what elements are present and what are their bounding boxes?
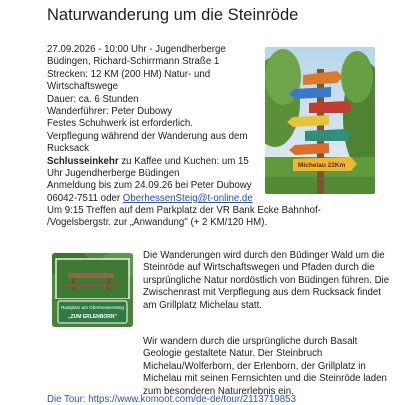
- footwear-note: Festes Schuhwerk ist erforderlich.: [47, 118, 193, 130]
- sign-text: Michelau 22Km: [298, 162, 346, 169]
- description-paragraph-2: Wir wandern durch die ursprüngliche durch Basalt Geologie gestaltete Natur. Der Steinbruch Michelau/Wolferborn, der Erlenborn, der Grillplatz in Michelau mit seinen Fernsichten und die Steinröde laden zum besonderen Naturerlebnis ein.: [143, 336, 387, 397]
- final-stop-label: Schlusseinkehr: [47, 155, 119, 167]
- event-info: [47, 44, 267, 205]
- contact-line: [47, 193, 267, 205]
- tour-link[interactable]: Die Tour: https://www.komoot.com/de-de/tour/2113719853: [47, 394, 296, 405]
- meeting-point: [47, 205, 397, 230]
- phone-number: 06042-7511 oder: [47, 192, 123, 204]
- page-title: Naturwanderung um die Steinröde: [47, 6, 299, 24]
- date-location: 27.09.2026 - 10:00 Uhr - Jugendherberge Büdingen, Richard-Schirrmann Straße 1: [47, 44, 226, 68]
- registration: Anmeldung bis zum 24.09.26 bei Peter Dubowy: [47, 180, 252, 192]
- meeting-line-1: Um 9:15 Treffen auf dem Parkplatz der VR Bank Ecke Bahnhof-: [47, 205, 321, 216]
- final-stop-text: zu Kaffee und Kuchen: um 15 Uhr Jugendherberge Büdingen: [47, 155, 249, 180]
- rest-area-photo: [52, 253, 133, 327]
- meeting-line-2: /Vogelsbergstr. zur „Anwandung" (+ 2 KM/120 HM).: [47, 217, 268, 229]
- signpost-photo: [265, 47, 375, 194]
- rest-caption-1: Rastplatz am Oberhessensteig: [61, 305, 124, 310]
- final-stop: [47, 156, 267, 181]
- guide: Wanderführer: Peter Dubowy: [47, 106, 173, 118]
- rest-caption-2: „ZUM ERLENBORN": [68, 314, 117, 320]
- food-note: Verpflegung während der Wanderung aus dem Rucksack: [47, 130, 248, 155]
- route-length: Strecken: 12 KM (200 HM) Natur- und Wirtschaftswege: [47, 68, 211, 93]
- duration: Dauer: ca. 6 Stunden: [47, 93, 139, 105]
- email-link[interactable]: OberhessenSteig@t-online.de: [122, 192, 253, 204]
- description-paragraph-1: Die Wanderungen wird durch den Büdinger Wald um die Steinröde auf Wirtschaftswegen und Pfaden durch die ursprüngliche Natur nordöstlich von Büdingen führen. Die Zwischenrast mit Verpflegung aus dem Rucksack findet am Grillplatz Michelau statt.: [143, 250, 390, 311]
